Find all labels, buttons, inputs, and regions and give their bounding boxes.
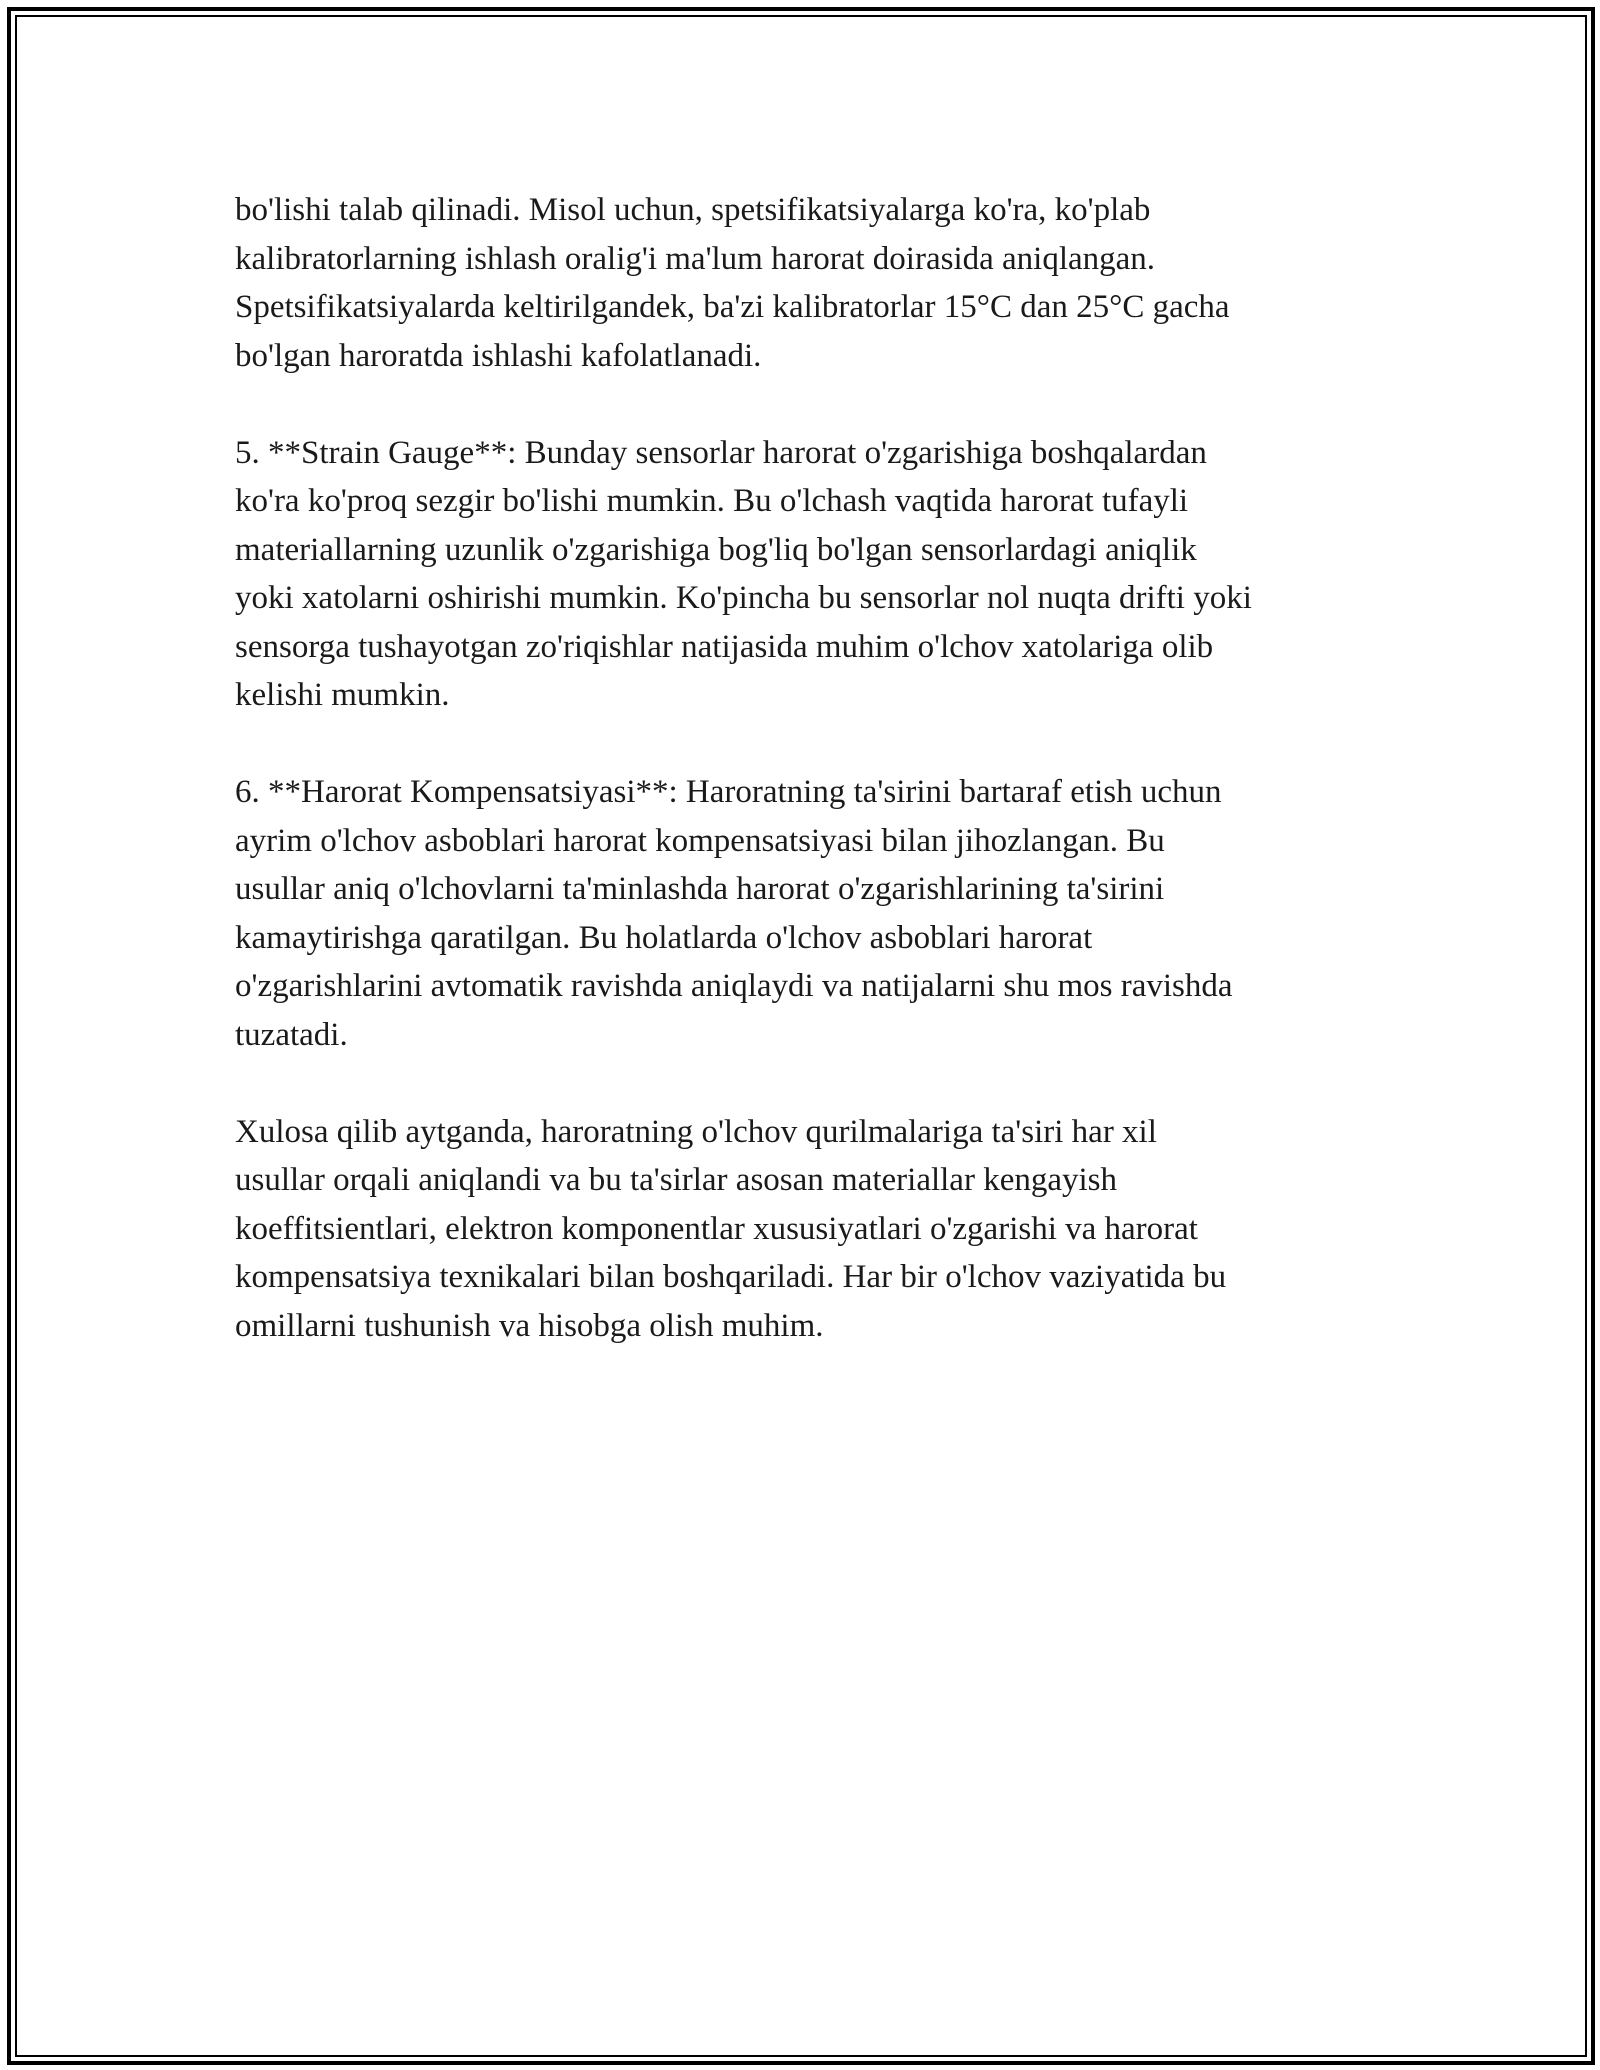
paragraph-conclusion bbox=[235, 1108, 1395, 1351]
text-line: kelishi mumkin. bbox=[235, 677, 450, 713]
text-line: sensorga tushayotgan zo'riqishlar natijasida muhim o'lchov xatolariga olib bbox=[235, 628, 1214, 665]
paragraph-temperature-compensation bbox=[235, 768, 1395, 1059]
text-line: koeffitsientlari, elektron komponentlar xususiyatlari o'zgarishi va harorat bbox=[235, 1210, 1198, 1247]
text-line: 6. **Harorat Kompensatsiyasi**: Haroratning ta'sirini bartaraf etish uchun bbox=[235, 774, 1222, 810]
text-line: usullar aniq o'lchovlarni ta'minlashda harorat o'zgarishlarining ta'sirini bbox=[235, 871, 1165, 907]
text-line: kamaytirishga qaratilgan. Bu holatlarda o'lchov asboblari harorat bbox=[235, 919, 1093, 956]
text-line: omillarni tushunish va hisobga olish muhim. bbox=[235, 1307, 824, 1344]
text-line: kalibratorlarning ishlash oralig'i ma'lum harorat doirasida aniqlangan. bbox=[235, 240, 1156, 277]
text-line: usullar orqali aniqlandi va bu ta'sirlar asosan materiallar kengayish bbox=[235, 1162, 1117, 1198]
text-line: bo'lishi talab qilinadi. Misol uchun, spetsifikatsiyalarga ko'ra, ko'plab bbox=[235, 192, 1151, 228]
text-line: 5. **Strain Gauge**: Bunday sensorlar harorat o'zgarishiga boshqalardan bbox=[235, 434, 1207, 471]
paragraph-calibrators-continued bbox=[235, 186, 1395, 380]
text-line: ko'ra ko'proq sezgir bo'lishi mumkin. Bu o'lchash vaqtida harorat tufayli bbox=[235, 483, 1189, 519]
text-line: bo'lgan haroratda ishlashi kafolatlanadi. bbox=[235, 337, 762, 374]
document-body bbox=[235, 186, 1395, 1399]
text-line: kompensatsiya texnikalari bilan boshqariladi. Har bir o'lchov vaziyatida bu bbox=[235, 1259, 1227, 1295]
text-line: o'zgarishlarini avtomatik ravishda aniqlaydi va natijalarni shu mos ravishda bbox=[235, 968, 1233, 1004]
text-line: yoki xatolarni oshirishi mumkin. Ko'pincha bu sensorlar nol nuqta drifti yoki bbox=[235, 580, 1252, 616]
paragraph-strain-gauge bbox=[235, 429, 1395, 720]
text-line: Spetsifikatsiyalarda keltirilgandek, ba'zi kalibratorlar 15°C dan 25°C gacha bbox=[235, 289, 1230, 325]
text-line: ayrim o'lchov asboblari harorat kompensatsiyasi bilan jihozlangan. Bu bbox=[235, 822, 1165, 859]
text-line: tuzatadi. bbox=[235, 1016, 348, 1053]
text-line: Xulosa qilib aytganda, haroratning o'lchov qurilmalariga ta'siri har xil bbox=[235, 1113, 1157, 1150]
text-line: materiallarning uzunlik o'zgarishiga bog'liq bo'lgan sensorlardagi aniqlik bbox=[235, 531, 1197, 568]
